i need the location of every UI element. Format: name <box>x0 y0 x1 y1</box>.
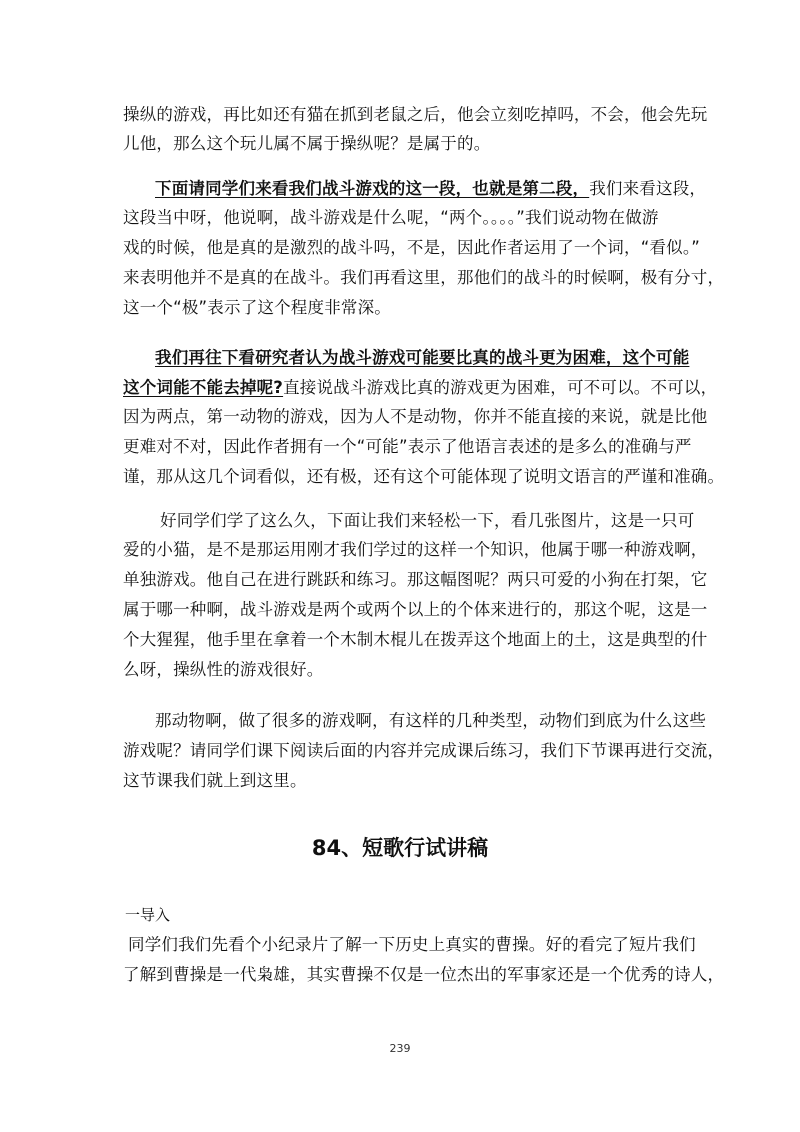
section-label: 一导入 <box>125 906 171 924</box>
section-heading: 84、短歌行试讲稿 <box>311 836 489 860</box>
text-line: 个大猩猩，他手里在拿着一个木制木棍儿在拨弄这个地面上的土，这是典型的什 <box>123 630 708 649</box>
text-line <box>155 347 689 369</box>
text-line: 这段当中呀，他说啊，战斗游戏是什么呢，“两个。。。。”我们说动物在做游 <box>123 208 659 227</box>
text-line: 因为两点，第一动物的游戏，因为人不是动物，你并不能直接的来说，就是比他 <box>123 407 708 426</box>
text-line: 来表明他并不是真的在战斗。我们再看这里，那他们的战斗的时候啊，极有分寸， <box>123 268 725 287</box>
text-line: 下面请同学们来看我们战斗游戏的这一段，也就是第二段，我们来看这段， <box>155 179 707 198</box>
text-line: 这个词能不能去掉呢?直接说战斗游戏比真的游戏更为困难，可不可以。不可以， <box>123 378 718 397</box>
page-number: 239 <box>389 1042 411 1055</box>
emphasized-text: 我们再往下看研究者认为战斗游戏可能要比真的战斗更为困难，这个可能 <box>155 348 690 367</box>
text-line: 好同学们学了这么久，下面让我们来轻松一下，看几张图片，这是一只可 <box>160 511 695 530</box>
text-line: 操纵的游戏，再比如还有猫在抓到老鼠之后，他会立刻吃掉吗，不会，他会先玩 <box>123 105 708 124</box>
text-line: 游戏呢？请同学们课下阅读后面的内容并完成课后练习，我们下节课再进行交流， <box>123 741 725 760</box>
text-line: 单独游戏。他自己在进行跳跃和练习。那这幅图呢？两只可爱的小狗在打架，它 <box>123 570 708 589</box>
text-line: 更难对不对，因此作者拥有一个“可能”表示了他语言表述的是多么的准确与严 <box>123 437 692 456</box>
text-line: 同学们我们先看个小纪录片了解一下历史上真实的曹操。好的看完了短片我们 <box>128 935 696 954</box>
text-line: 爱的小猫，是不是那运用刚才我们学过的这样一个知识，他属于哪一种游戏啊， <box>123 540 708 559</box>
text-line: 了解到曹操是一代枭雄，其实曹操不仅是一位杰出的军事家还是一个优秀的诗人， <box>123 965 725 984</box>
text-line: 这一个“极”表示了这个程度非常深。 <box>123 298 391 317</box>
emphasized-text: 下面请同学们来看我们战斗游戏的这一段，也就是第二段， <box>155 179 590 198</box>
text-line: 么呀，操纵性的游戏很好。 <box>123 660 324 679</box>
text-line: 谨，那从这几个词看似，还有极，还有这个可能体现了说明文语言的严谨和准确。 <box>123 467 725 486</box>
text-line: 这节课我们就上到这里。 <box>123 771 307 790</box>
text-line: 戏的时候，他是真的是激烈的战斗吗，不是，因此作者运用了一个词，“看似。” <box>123 238 701 257</box>
text-line: 属于哪一种啊，战斗游戏是两个或两个以上的个体来进行的，那这个呢，这是一 <box>123 600 708 619</box>
emphasized-text: 这个词能不能去掉呢? <box>123 378 284 397</box>
text-line: 那动物啊，做了很多的游戏啊，有这样的几种类型，动物们到底为什么这些 <box>155 711 707 730</box>
text-line: 儿他，那么这个玩儿属不属于操纵呢？是属于的。 <box>123 134 491 153</box>
